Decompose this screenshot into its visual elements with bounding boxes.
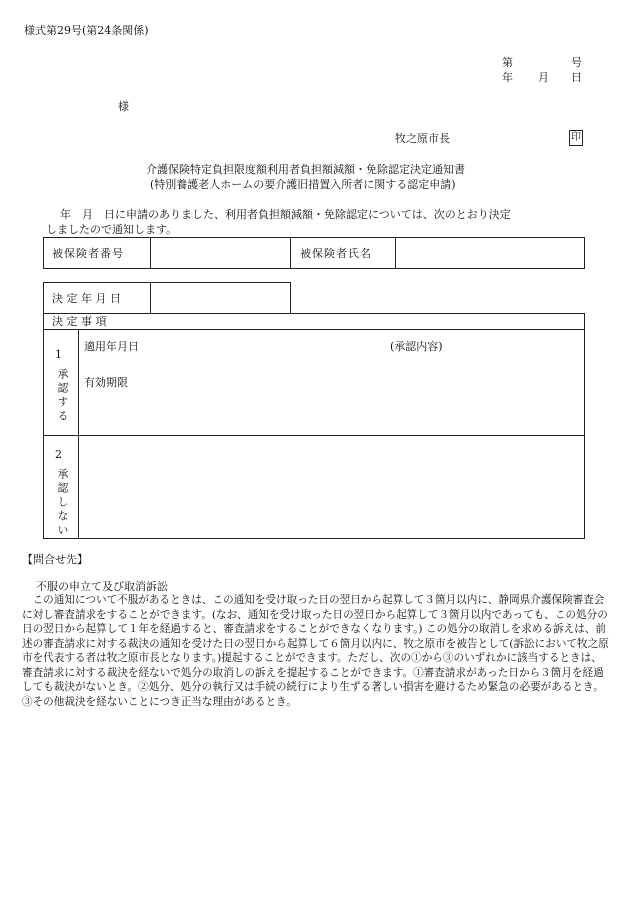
insured-name-label: 被保険者氏名 xyxy=(300,247,372,260)
approve-label: 承認する xyxy=(56,368,69,424)
decision-date-box xyxy=(43,282,291,314)
decision-date-value[interactable] xyxy=(154,292,284,306)
insured-name-value[interactable] xyxy=(400,247,580,261)
date-year: 年 xyxy=(502,71,513,84)
doc-subtitle: (特別養護老人ホームの要介護旧措置入所者に関する認定申請) xyxy=(150,178,456,191)
date-day: 日 xyxy=(571,71,582,84)
form-number: 様式第29号(第24条関係) xyxy=(24,24,149,37)
intro-line-1: 年 月 日に申請のありました、利用者負担額減額・免除認定については、次のとおり決定 xyxy=(60,208,511,221)
approve-number: 1 xyxy=(55,348,62,361)
doc-no-dai: 第 xyxy=(502,56,513,69)
apply-date-label: 適用年月日 xyxy=(84,340,139,353)
date-month: 月 xyxy=(538,71,549,84)
decision-date-label: 決 定 年 月 日 xyxy=(52,292,121,305)
seal-stamp: 印 xyxy=(569,130,583,146)
appeal-text: この通知について不服があるときは、この通知を受け取った日の翌日から起算して３箇月以内に、静岡県介護保険審査会に対し審査請求をすることができます。(なお、通知を受け取った日の翌日から起算して３箇月以内であっても、この処分の日の翌日から起算して１年を経過すると、審査請求をすることができなくなります。) この処分の取消しを求める訴えは、前述の審査請求に対する裁決の通知を受けた日の翌日から起算して６箇月以内に、牧之原市を被告として(訴訟において牧之原市を代表する者は牧之原市長となります。)提起することができます。ただし、次の①から③のいずれかに該当するときは、審査請求に対する裁決を経ないで処分の取消しの訴えを提起することができます。①審査請求があった日から３箇月を経過しても裁決がないとき。②処分、処分の執行又は手続の続行により生ずる著しい損害を避けるため緊急の必要があるとき。③その他裁決を経ないことにつき正当な理由があるとき。 xyxy=(22,594,609,708)
decision-items-header xyxy=(43,313,585,330)
deny-label: 承認しない xyxy=(56,468,69,538)
appeal-heading: 不服の申立て及び取消訴訟 xyxy=(36,580,168,593)
issuer: 牧之原市長 xyxy=(395,132,450,145)
valid-period-label: 有効期限 xyxy=(84,376,128,389)
decision-items-label: 決 定 事 項 xyxy=(52,315,107,328)
deny-number: 2 xyxy=(55,448,62,461)
contact-label: 【問合せ先】 xyxy=(22,553,88,566)
intro-line-2: しましたので通知します。 xyxy=(46,223,178,236)
insured-number-label: 被保険者番号 xyxy=(52,247,124,260)
doc-title: 介護保険特定負担限度額利用者負担額減額・免除認定決定通知書 xyxy=(146,163,465,176)
doc-no-go: 号 xyxy=(571,56,582,69)
addressee-suffix: 様 xyxy=(118,100,129,113)
approval-content-label: (承認内容) xyxy=(390,340,443,353)
insured-table xyxy=(43,237,585,269)
decision-items-body xyxy=(43,329,585,539)
insured-number-value[interactable] xyxy=(154,247,284,261)
